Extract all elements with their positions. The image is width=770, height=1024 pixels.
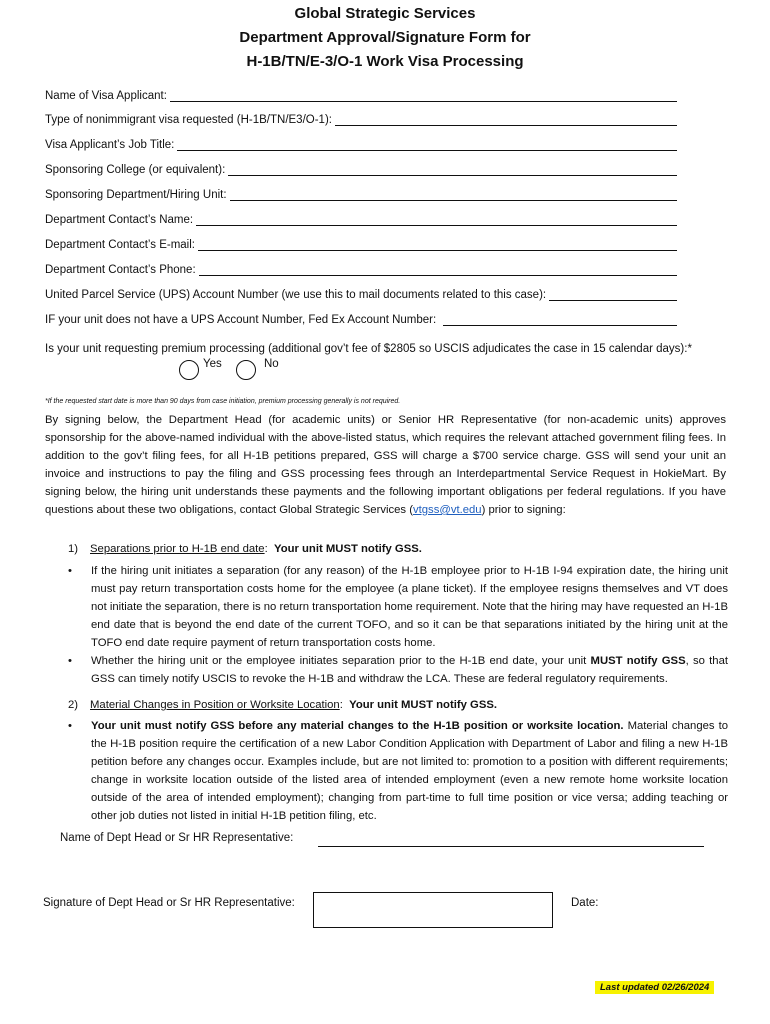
section-sep: : [339,699,343,711]
field-label: Sponsoring Department/Hiring Unit: [45,189,227,201]
job-title-input[interactable] [177,139,677,151]
field-visa-type [45,110,677,126]
department-input[interactable] [230,189,677,201]
last-updated-badge: Last updated 02/26/2024 [595,981,714,994]
section-2-bullet-1 [68,717,728,825]
field-contact-name [45,210,677,226]
section-1-bullet-2 [68,652,728,688]
bullet-text: If the hiring unit initiates a separation (for any reason) of the H-1B employee prior to H-1B I-94 expiration date, the hiring unit must pay return transportation costs home for the employee (a plane ticket). If the employee resigns themselves and VT does not initiate the separation, there is no return transportation home requirement. Note that the hiring may have requested an H-1B end date that is beyond the end date of the current TOFO, and so it can be that separations initiated by the hiring unit at the TOFO end date require payment of return transportation costs home. [91,565,728,649]
field-label: United Parcel Service (UPS) Account Number (we use this to mail documents related to this case): [45,289,547,301]
date-label: Date: [571,897,599,909]
intro-text-end: ) prior to signing: [481,504,566,516]
premium-processing-question: Is your unit requesting premium processing (additional gov’t fee of $2805 so USCIS adjudicates the case in 15 calendar days):* [45,343,692,355]
premium-no-label: No [264,358,279,370]
section-2-heading [68,699,497,711]
field-job-title [45,135,677,151]
field-label: Visa Applicant’s Job Title: [45,139,175,151]
field-fedex-account [45,310,677,326]
section-1-bullet-1 [68,562,728,652]
section-notice: Your unit MUST notify GSS. [349,699,498,711]
field-college [45,160,677,176]
section-title: Material Changes in Position or Worksite Location [90,699,340,711]
bullet-text: Whether the hiring unit or the employee initiates separation prior to the H-1B end date, your unit MUST notify GSS, so that GSS can timely notify USCIS to revoke the H-1B and withdraw the LCA. These are federal regulatory requirements. [91,655,728,685]
dept-head-name-label: Name of Dept Head or Sr HR Representative: [60,832,294,844]
applicant-name-input[interactable] [170,90,677,102]
dept-head-name-input[interactable] [318,846,704,847]
org-title: Global Strategic Services [294,5,476,22]
bullet-icon: • [68,655,72,667]
section-1-heading [68,543,422,555]
section-number: 1) [68,543,79,555]
premium-yes-radio[interactable] [179,360,199,380]
bullet-icon: • [68,720,72,732]
gss-email-link[interactable]: vtgss@vt.edu [412,504,482,516]
premium-no-radio[interactable] [236,360,256,380]
field-contact-phone [45,260,677,276]
signature-field[interactable] [313,892,553,928]
field-label: Type of nonimmigrant visa requested (H-1B/TN/E3/O-1): [45,114,332,126]
field-applicant-name [45,86,677,102]
ups-account-input[interactable] [549,289,677,301]
bullet-icon: • [68,565,72,577]
section-title: Separations prior to H-1B end date [90,543,265,555]
intro-text: By signing below, the Department Head (for academic units) or Senior HR Representative (for non-academic units) approves sponsorship for the above-named individual with the above-listed status, which requires the relevant attached government filing fees. In addition to the gov’t filing fees, for all H-1B petitions prepared, GSS will charge a $700 service charge. GSS will send your unit an invoice and instructions to pay the filing and GSS processing fees through an Interdepartmental Service Request in HokieMart. By signing below, the hiring unit understands these payments and the following important obligations per federal regulations. If you have questions about these two obligations, contact Global Strategic Services ( [45,414,726,516]
premium-footnote: *If the requested start date is more than 90 days from case initiation, premium processing generally is not required. [45,398,401,405]
college-input[interactable] [228,164,677,176]
section-number: 2) [68,699,79,711]
contact-name-input[interactable] [196,214,677,226]
field-contact-email [45,235,677,251]
field-label: Sponsoring College (or equivalent): [45,164,226,176]
field-ups-account [45,285,677,301]
field-label: Department Contact’s Phone: [45,264,196,276]
premium-yes-label: Yes [203,358,222,370]
intro-paragraph [45,411,726,519]
contact-email-input[interactable] [198,239,677,251]
section-notice: Your unit MUST notify GSS. [274,543,422,555]
field-department [45,185,677,201]
section-sep: : [264,543,268,555]
bullet-text: Your unit must notify GSS before any material changes to the H-1B position or worksite location. Material changes to the H-1B position require the certification of a new Labor Condition Application with Department of Labor and filing a new H-1B petition before any changes occur. Examples include, but are not limited to: promotion to a position with different requirements; change in worksite location outside of the listed area of intended employment (even a new remote home worksite location outside of the area of intended employment); changing from part-time to full time position or vice versa; adding teaching or other job duties not listed in initial H-1B petition filing, etc. [91,720,729,822]
field-label: Department Contact’s E-mail: [45,239,195,251]
form-title: Department Approval/Signature Form for [239,29,531,46]
form-subtitle: H-1B/TN/E-3/O-1 Work Visa Processing [246,53,524,70]
fedex-account-input[interactable] [443,314,677,326]
visa-type-input[interactable] [335,114,677,126]
signature-label: Signature of Dept Head or Sr HR Representative: [43,897,295,909]
field-label: Department Contact’s Name: [45,214,194,226]
field-label: IF your unit does not have a UPS Account Number, Fed Ex Account Number: [45,314,437,326]
contact-phone-input[interactable] [199,264,677,276]
field-label: Name of Visa Applicant: [45,90,167,102]
